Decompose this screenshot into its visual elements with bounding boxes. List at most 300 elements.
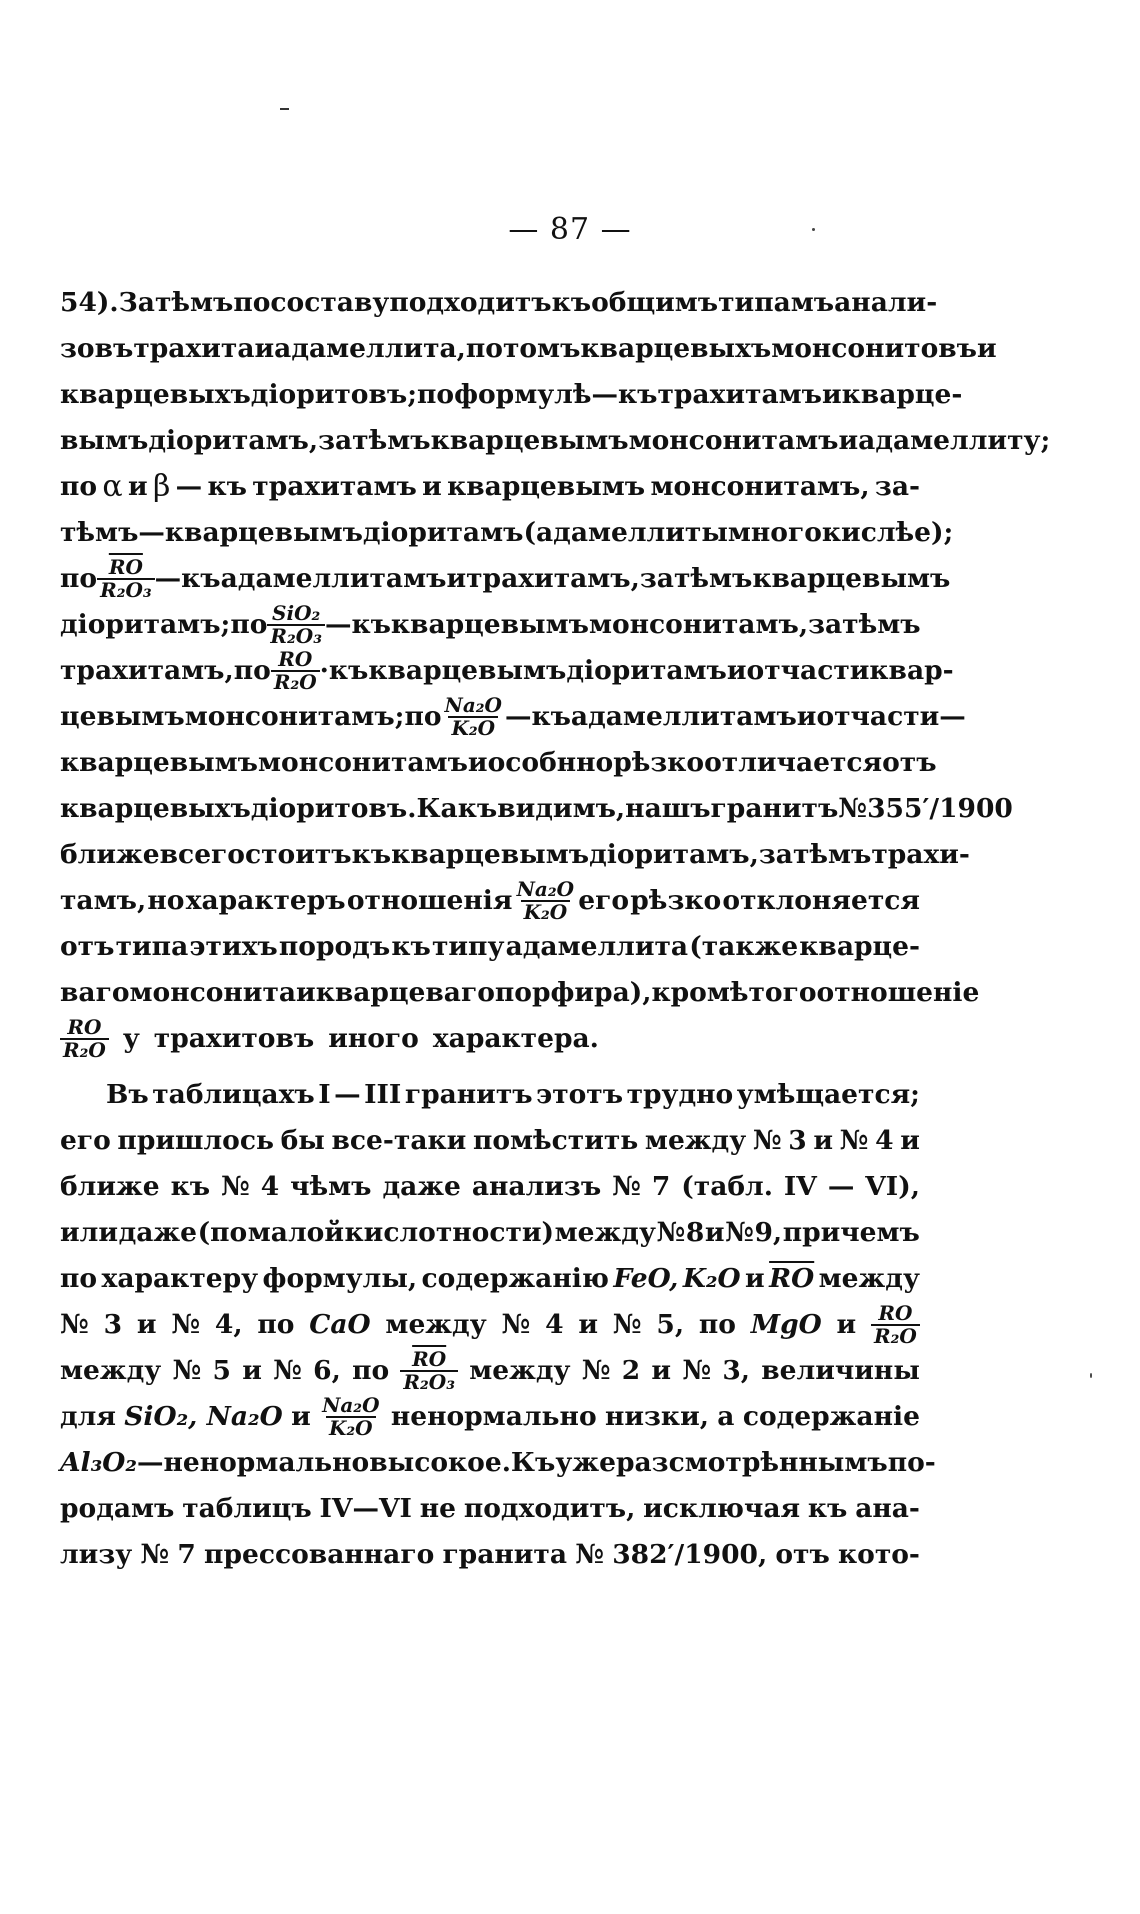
- word: кварцевымъ: [447, 471, 646, 502]
- word: составу: [270, 287, 390, 318]
- word: подходитъ: [389, 287, 552, 318]
- word: по: [233, 287, 271, 318]
- text-line: [60, 1532, 920, 1578]
- word: затѣмъ: [808, 609, 921, 640]
- text-line: [60, 740, 937, 786]
- word: и: [467, 747, 488, 778]
- word: умѣщается;: [736, 1079, 920, 1110]
- word: Какъ: [416, 793, 498, 824]
- word: адамеллита,: [274, 333, 466, 364]
- word: кислотности): [344, 1217, 555, 1248]
- word: діоритамъ,: [589, 839, 759, 870]
- body-text: [60, 280, 1051, 1578]
- greek-symbol: β: [152, 469, 171, 504]
- word: пришлось: [117, 1125, 274, 1156]
- word: малой: [247, 1217, 344, 1248]
- text-line: [60, 647, 954, 694]
- text-line: [60, 1440, 936, 1486]
- word: помѣстить: [472, 1125, 639, 1156]
- page-number: — 87 —: [508, 212, 632, 247]
- text-line: [60, 1302, 920, 1348]
- word: содержаніе: [742, 1401, 920, 1432]
- text-line: [60, 1348, 920, 1394]
- word: 3,: [722, 1355, 751, 1386]
- word: много: [727, 517, 822, 548]
- word: къ: [207, 471, 247, 502]
- word: діоритамъ,: [148, 425, 319, 456]
- fraction-denominator: R₂O₃: [267, 624, 325, 647]
- word: III: [364, 1079, 402, 1110]
- word: особнно: [487, 747, 614, 778]
- word: (по: [197, 1217, 248, 1248]
- word: потомъ: [465, 333, 581, 364]
- word: характеру: [101, 1263, 259, 1294]
- word: всего: [159, 839, 245, 870]
- word: гранитъ: [404, 1079, 533, 1110]
- word: Въ: [106, 1079, 149, 1110]
- word: разсмотрѣннымъ: [615, 1447, 888, 1478]
- word: и: [422, 471, 442, 502]
- word: I: [318, 1079, 331, 1110]
- word: 7: [177, 1539, 196, 1570]
- word: иного: [328, 1023, 419, 1054]
- word: трахитовъ: [153, 1023, 315, 1054]
- word: Къ: [510, 1447, 556, 1478]
- word: по: [60, 471, 98, 502]
- fraction-denominator: R₂O: [271, 670, 320, 693]
- formula: K₂O: [682, 1263, 741, 1294]
- paragraph-gap: [60, 1062, 920, 1072]
- word: —: [154, 563, 182, 594]
- word: №: [501, 1309, 531, 1340]
- word: 4: [875, 1125, 894, 1156]
- word: по: [230, 609, 268, 640]
- word: кварце-: [799, 931, 920, 962]
- ink-speck: [1090, 1373, 1092, 1378]
- word: рѣзко: [613, 747, 705, 778]
- word: порфира),: [494, 977, 652, 1008]
- word: и: [726, 655, 747, 686]
- word: 5,: [656, 1309, 685, 1340]
- word: 3: [103, 1309, 123, 1340]
- word: діоритамъ: [566, 655, 727, 686]
- word: —: [827, 1171, 855, 1202]
- word: №: [725, 1217, 754, 1248]
- word: трахитамъ,: [466, 563, 640, 594]
- text-line: [60, 1072, 920, 1118]
- word: или: [60, 1217, 118, 1248]
- word: по: [404, 701, 442, 732]
- word: 7: [651, 1171, 671, 1202]
- word: ана-: [855, 1493, 920, 1524]
- fraction: [319, 1395, 382, 1439]
- word: вымъ: [60, 425, 149, 456]
- word: анали-: [834, 287, 938, 318]
- text-line: [60, 1394, 920, 1440]
- word: 382′/1900,: [612, 1539, 768, 1570]
- word: типамъ: [718, 287, 835, 318]
- text-line: [60, 1016, 920, 1062]
- word: къ: [328, 655, 369, 686]
- word: зовъ: [60, 333, 134, 364]
- word: затѣмъ: [318, 425, 431, 456]
- word: для: [60, 1401, 116, 1432]
- word: родамъ: [60, 1493, 175, 1524]
- word: №: [656, 1217, 686, 1248]
- word: кото-: [838, 1539, 920, 1570]
- fraction-numerator: $\overline{RO}$: [108, 555, 143, 579]
- word: монсонитамъ;: [184, 701, 405, 732]
- text-line: [60, 693, 966, 740]
- formula: CaO: [309, 1309, 371, 1340]
- word: типа: [115, 931, 189, 962]
- fraction-denominator: R₂O₃: [97, 578, 155, 601]
- word: подходитъ,: [463, 1493, 636, 1524]
- word: типу: [431, 931, 505, 962]
- word: къ: [807, 1493, 848, 1524]
- word: трахитамъ: [657, 379, 822, 410]
- greek-symbol: α: [102, 469, 123, 504]
- word: —: [504, 701, 532, 732]
- word: монсонитамъ: [258, 747, 468, 778]
- word: кварце-: [841, 379, 963, 410]
- word: ·: [319, 655, 329, 686]
- word: цевымъ: [60, 701, 185, 732]
- word: уже: [555, 1447, 616, 1478]
- word: низки,: [604, 1401, 709, 1432]
- word: отчасти: [746, 655, 870, 686]
- word: его: [60, 1125, 111, 1156]
- word: по: [352, 1355, 390, 1386]
- word: монсонита: [129, 977, 297, 1008]
- text-line: [60, 1486, 920, 1532]
- fraction-denominator: R₂O: [871, 1324, 920, 1347]
- text-line: [60, 326, 997, 372]
- word: №: [171, 1309, 201, 1340]
- word: отличается: [704, 747, 883, 778]
- word: IV—VI: [319, 1493, 412, 1524]
- word: по: [257, 1309, 295, 1340]
- word: гранитъ: [710, 793, 839, 824]
- word: и: [578, 1309, 598, 1340]
- word: отношеніе: [816, 977, 980, 1008]
- word: между: [818, 1263, 920, 1294]
- word: таблицъ: [182, 1493, 312, 1524]
- formula: SiO₂, Na₂O: [124, 1401, 283, 1432]
- word: стоитъ: [244, 839, 352, 870]
- word: и: [254, 333, 275, 364]
- text-line: [60, 602, 920, 648]
- word: (табл.: [681, 1171, 773, 1202]
- word: по: [60, 1263, 98, 1294]
- text-line: [60, 510, 954, 556]
- text-line: [60, 832, 970, 878]
- word: между: [644, 1125, 747, 1156]
- word: монсонитамъ: [628, 425, 839, 456]
- word: діоритовъ.: [250, 793, 417, 824]
- word: кромѣ: [651, 977, 749, 1008]
- word: рѣзко: [630, 885, 722, 916]
- word: исключая: [643, 1493, 801, 1524]
- word: къ: [551, 287, 592, 318]
- word: кварцевымъ: [752, 563, 951, 594]
- word: и: [836, 1309, 857, 1340]
- word: къ: [181, 563, 221, 594]
- word: 6,: [313, 1355, 341, 1386]
- text-line: [60, 970, 980, 1016]
- word: монсонитамъ,: [588, 609, 809, 640]
- word: кварцевыхъ: [580, 333, 772, 364]
- text-line: [60, 924, 920, 970]
- word: прессованнаго: [204, 1539, 435, 1570]
- word: квар-: [869, 655, 954, 686]
- word: къ: [531, 701, 571, 732]
- word: къ: [170, 1171, 211, 1202]
- word: VI),: [865, 1171, 920, 1202]
- word: по: [233, 655, 271, 686]
- word: (также: [689, 931, 799, 962]
- word: №: [575, 1539, 605, 1570]
- word: его: [578, 885, 630, 916]
- word: причемъ: [782, 1217, 920, 1248]
- word: кварцевымъ: [390, 609, 589, 640]
- word: и: [745, 1263, 765, 1294]
- word: и: [446, 563, 467, 594]
- word: №: [838, 793, 868, 824]
- word: №: [581, 1355, 611, 1386]
- fraction-denominator: K₂O: [326, 1416, 376, 1439]
- fraction: [271, 649, 320, 693]
- word: гранита: [442, 1539, 568, 1570]
- fraction-numerator: $\overline{RO}$: [412, 1347, 447, 1371]
- word: кислѣе);: [821, 517, 954, 548]
- word: №: [682, 1355, 712, 1386]
- word: и: [821, 379, 842, 410]
- word: тѣмъ: [60, 517, 139, 548]
- fraction: [514, 879, 577, 923]
- word: и: [838, 425, 859, 456]
- word: №: [140, 1539, 170, 1570]
- word: трахита: [133, 333, 255, 364]
- word: 5: [212, 1355, 231, 1386]
- fraction-denominator: R₂O: [60, 1038, 109, 1061]
- text-line: [60, 1256, 920, 1302]
- word: кварцевымъ: [391, 839, 590, 870]
- word: лизу: [60, 1539, 133, 1570]
- fraction-numerator: RO: [878, 1301, 913, 1325]
- word: кварцевыхъ: [60, 379, 251, 410]
- word: трахи-: [871, 839, 970, 870]
- word: анализъ: [471, 1171, 602, 1202]
- word: этихъ: [189, 931, 278, 962]
- word: монсонитамъ,: [650, 471, 870, 502]
- fraction-numerator: RO: [67, 1015, 102, 1039]
- word: и: [813, 1125, 834, 1156]
- word: къ: [351, 609, 391, 640]
- word: формулы,: [262, 1263, 418, 1294]
- word: высокое.: [369, 1447, 511, 1478]
- word: 54).: [60, 287, 119, 318]
- word: содержанію: [421, 1263, 609, 1294]
- fraction: [97, 557, 155, 601]
- word: отклоняется: [722, 885, 920, 916]
- text-line: [60, 372, 963, 418]
- word: ваго: [60, 977, 130, 1008]
- word: все-таки: [331, 1125, 467, 1156]
- word: кварцевымъ: [368, 655, 567, 686]
- word: бы: [280, 1125, 325, 1156]
- word: трахитамъ,: [60, 655, 234, 686]
- word: 355′/1900: [867, 793, 1013, 824]
- word: по-: [887, 1447, 936, 1478]
- word: формулѣ—къ: [454, 379, 658, 410]
- word: —: [324, 609, 352, 640]
- word: —: [136, 1447, 164, 1478]
- word: трахитамъ: [252, 471, 417, 502]
- word: адамеллиту;: [858, 425, 1051, 456]
- word: общимъ: [591, 287, 719, 318]
- word: №: [172, 1355, 202, 1386]
- word: монсонитовъ: [771, 333, 977, 364]
- fraction: [871, 1303, 920, 1347]
- word: ненормально: [390, 1401, 597, 1432]
- fraction: [400, 1349, 458, 1393]
- word: и: [296, 977, 316, 1008]
- fraction-numerator: SiO₂: [272, 601, 321, 625]
- word: 4,: [214, 1309, 243, 1340]
- word: №: [220, 1171, 250, 1202]
- text-line: [60, 280, 938, 326]
- word: затѣмъ: [758, 839, 872, 870]
- word: —: [175, 471, 203, 502]
- formula: Al₃O₂: [60, 1447, 137, 1478]
- word: даже: [118, 1217, 198, 1248]
- word: и: [291, 1401, 311, 1432]
- word: 2: [621, 1355, 641, 1386]
- word: отъ: [775, 1539, 830, 1570]
- word: кварцевыхъ: [60, 793, 251, 824]
- word: видимъ,: [497, 793, 626, 824]
- fraction-numerator: RO: [278, 647, 313, 671]
- text-line: [60, 1118, 920, 1164]
- text-line: [60, 464, 920, 510]
- word: затѣмъ: [639, 563, 753, 594]
- text-line: [60, 1164, 920, 1210]
- text-line: [60, 418, 1051, 464]
- word: даже: [382, 1171, 461, 1202]
- fraction-denominator: K₂O: [448, 716, 498, 739]
- word: и: [651, 1355, 672, 1386]
- word: у: [122, 1023, 140, 1054]
- fraction-denominator: K₂O: [521, 900, 571, 923]
- word: между: [554, 1217, 656, 1248]
- word: чѣмъ: [290, 1171, 372, 1202]
- word: —: [334, 1079, 361, 1110]
- word: 9,: [754, 1217, 783, 1248]
- word: Затѣмъ: [118, 287, 234, 318]
- word: кварцеваго: [315, 977, 495, 1008]
- formula: $\overline{RO}$: [769, 1263, 815, 1294]
- word: діоритамъ: [362, 517, 524, 548]
- word: между: [60, 1355, 162, 1386]
- text-line: [60, 555, 951, 602]
- word: діоритамъ;: [60, 609, 231, 640]
- word: адамеллитамъ: [220, 563, 447, 594]
- word: №: [612, 1309, 642, 1340]
- word: (адамеллиты: [523, 517, 728, 548]
- word: и: [242, 1355, 262, 1386]
- word: №: [273, 1355, 302, 1386]
- word: тамъ,: [60, 885, 147, 916]
- word: кварцевымъ: [164, 517, 363, 548]
- word: нашъ: [625, 793, 711, 824]
- word: №: [839, 1125, 869, 1156]
- word: адамеллитамъ: [570, 701, 797, 732]
- word: породъ: [278, 931, 391, 962]
- word: къ: [391, 931, 431, 962]
- word: IV: [783, 1171, 817, 1202]
- word: между: [469, 1355, 571, 1386]
- word: не: [419, 1493, 457, 1524]
- fraction: [60, 1017, 109, 1061]
- word: 3: [788, 1125, 807, 1156]
- word: и: [977, 333, 997, 364]
- word: характера.: [432, 1023, 599, 1054]
- text-line: [60, 878, 920, 924]
- word: того: [748, 977, 817, 1008]
- word: а: [717, 1401, 735, 1432]
- word: кварцевымъ: [430, 425, 629, 456]
- word: —: [138, 517, 165, 548]
- word: отношенія: [346, 885, 513, 916]
- word: кварцевымъ: [60, 747, 259, 778]
- word: №: [612, 1171, 641, 1202]
- word: и: [900, 1125, 920, 1156]
- word: между: [385, 1309, 487, 1340]
- word: отъ: [882, 747, 937, 778]
- word: характеръ: [185, 885, 346, 916]
- word: ближе: [60, 1171, 160, 1202]
- word: и: [136, 1309, 157, 1340]
- word: и: [128, 471, 148, 502]
- word: къ: [351, 839, 392, 870]
- word: ближе: [60, 839, 160, 870]
- margin-dash-mark: [280, 108, 289, 110]
- word: за-: [874, 471, 920, 502]
- fraction-denominator: R₂O₃: [400, 1370, 458, 1393]
- formula: FeO,: [613, 1263, 679, 1294]
- word: по: [60, 563, 98, 594]
- word: отчасти—: [816, 701, 966, 732]
- word: 8: [685, 1217, 705, 1248]
- word: 4: [545, 1309, 564, 1340]
- word: таблицахъ: [152, 1079, 315, 1110]
- word: этотъ: [536, 1079, 624, 1110]
- word: трудно: [626, 1079, 734, 1110]
- word: и: [704, 1217, 725, 1248]
- word: но: [147, 885, 185, 916]
- fraction: [267, 603, 325, 647]
- word: №: [752, 1125, 782, 1156]
- fraction-numerator: Na₂O: [444, 693, 502, 717]
- word: діоритовъ;: [250, 379, 418, 410]
- fraction-numerator: Na₂O: [322, 1393, 380, 1417]
- word: 4: [260, 1171, 280, 1202]
- text-line: [60, 786, 1013, 832]
- word: ненормально: [163, 1447, 370, 1478]
- fraction: [442, 695, 505, 739]
- word: №: [60, 1309, 89, 1340]
